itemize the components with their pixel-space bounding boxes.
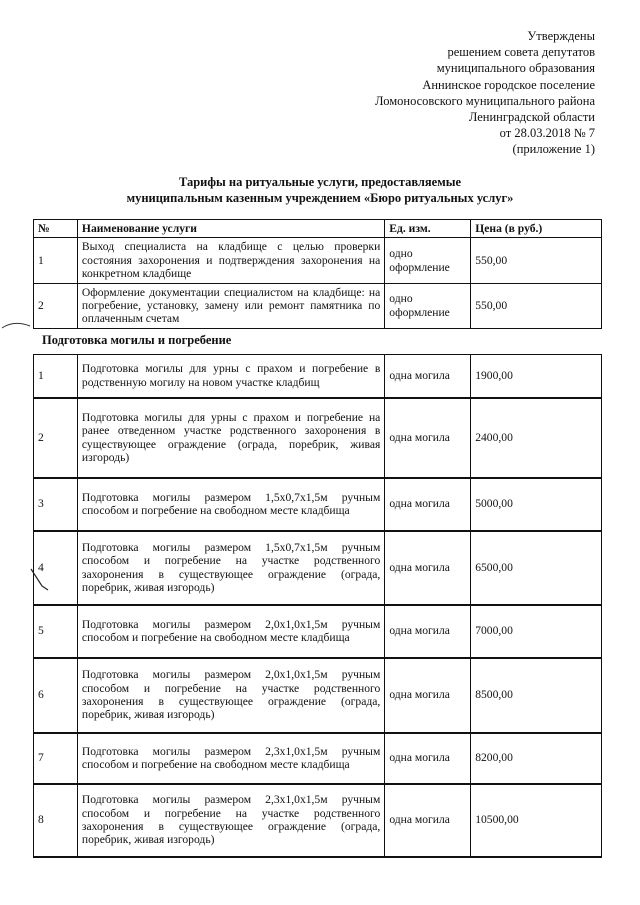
service-name: Выход специалиста на кладбище с целью проверки состояния захоронения и подтверждения захоронения на конкретном кладбище — [77, 238, 384, 283]
approval-block — [375, 28, 595, 158]
service-name: Подготовка могилы размером 2,0х1,0х1,5м ручным способом и погребение на участке родственного захоронения в существующее ограждение (ограда, поребрик, живая изгородь) — [77, 658, 384, 733]
row-number: 8 — [34, 784, 78, 857]
service-name: Подготовка могилы размером 2,0х1,0х1,5м ручным способом и погребение на свободном месте кладбища — [77, 605, 384, 658]
header-number: № — [34, 220, 78, 238]
table-row — [34, 478, 602, 531]
table-row — [34, 283, 602, 328]
service-name: Оформление документации специалистом на кладбище: на погребение, установку, замену или ремонт памятника по оплаченным счетам — [77, 283, 384, 328]
price: 5000,00 — [471, 478, 602, 531]
price: 1900,00 — [471, 355, 602, 398]
table-row — [34, 238, 602, 283]
table-row — [34, 398, 602, 478]
price: 8200,00 — [471, 733, 602, 784]
unit: одна могила — [385, 733, 471, 784]
row-number: 6 — [34, 658, 78, 733]
document-title — [0, 174, 640, 206]
approval-line: муниципального образования — [436, 61, 595, 76]
unit: одна могила — [385, 478, 471, 531]
row-number: 2 — [34, 283, 78, 328]
unit: одна могила — [385, 531, 471, 605]
price: 10500,00 — [471, 784, 602, 857]
row-number: 1 — [34, 238, 78, 283]
tariffs-table-graves — [33, 354, 602, 858]
price: 2400,00 — [471, 398, 602, 478]
price: 7000,00 — [471, 605, 602, 658]
unit: одна могила — [385, 605, 471, 658]
price: 6500,00 — [471, 531, 602, 605]
service-name: Подготовка могилы для урны с прахом и погребение в родственную могилу на новом участке кладбищ — [77, 355, 384, 398]
approval-line: решением совета депутатов — [447, 45, 595, 60]
service-name: Подготовка могилы размером 2,3х1,0х1,5м ручным способом и погребение на свободном месте кладбища — [77, 733, 384, 784]
approval-line: от 28.03.2018 № 7 — [499, 126, 595, 141]
approval-line: Ленинградской области — [468, 110, 595, 125]
row-number: 1 — [34, 355, 78, 398]
section-title: Подготовка могилы и погребение — [42, 333, 232, 347]
header-service-name: Наименование услуги — [77, 220, 384, 238]
unit: одно оформление — [385, 283, 471, 328]
table-header-row — [34, 220, 602, 238]
unit: одна могила — [385, 784, 471, 857]
row-number: 4 — [34, 531, 78, 605]
row-number: 5 — [34, 605, 78, 658]
approval-line: (приложение 1) — [512, 142, 595, 157]
unit: одна могила — [385, 658, 471, 733]
unit: одна могила — [385, 355, 471, 398]
table-row — [34, 605, 602, 658]
header-price: Цена (в руб.) — [471, 220, 602, 238]
table-row — [34, 658, 602, 733]
service-name: Подготовка могилы размером 1,5х0,7х1,5м ручным способом и погребение на участке родственного захоронения в существующее ограждение (ограда, поребрик, живая изгородь) — [77, 531, 384, 605]
price: 550,00 — [471, 283, 602, 328]
row-number: 7 — [34, 733, 78, 784]
table-row — [34, 531, 602, 605]
title-line-1: Тарифы на ритуальные услуги, предоставляемые — [178, 175, 462, 189]
approval-line: Ломоносовского муниципального района — [375, 93, 595, 108]
row-number: 3 — [34, 478, 78, 531]
service-name: Подготовка могилы размером 2,3х1,0х1,5м ручным способом и погребение на участке родственного захоронения в существующее ограждение (ограда, поребрик, живая изгородь) — [77, 784, 384, 857]
header-unit: Ед. изм. — [385, 220, 471, 238]
service-name: Подготовка могилы размером 1,5х0,7х1,5м ручным способом и погребение на свободном месте кладбища — [77, 478, 384, 531]
price: 550,00 — [471, 238, 602, 283]
row-number: 2 — [34, 398, 78, 478]
unit: одно оформление — [385, 238, 471, 283]
tariffs-table-general — [33, 219, 602, 329]
approval-line: Аннинское городское поселение — [422, 77, 595, 92]
price: 8500,00 — [471, 658, 602, 733]
unit: одна могила — [385, 398, 471, 478]
table-row — [34, 733, 602, 784]
scan-mark — [0, 318, 40, 338]
pen-tick-mark — [28, 566, 52, 594]
table-row — [34, 784, 602, 857]
title-line-2: муниципальным казенным учреждением «Бюро ритуальных услуг» — [126, 191, 514, 205]
approval-line: Утверждены — [527, 29, 595, 43]
service-name: Подготовка могилы для урны с прахом и погребение на ранее отведенном участке родственного захоронения в существующее ограждение (ограда, поребрик, живая изгородь) — [77, 398, 384, 478]
table-row — [34, 355, 602, 398]
